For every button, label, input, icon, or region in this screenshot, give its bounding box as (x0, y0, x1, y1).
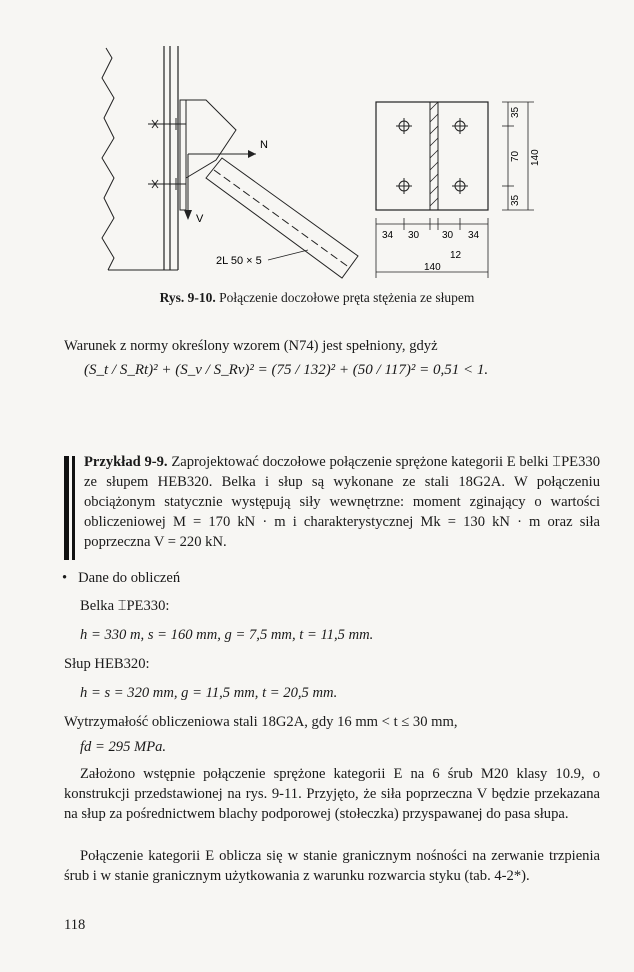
dim-right-total: 140 (530, 149, 541, 166)
force-v-label: V (196, 213, 204, 225)
example-marker-bar (64, 456, 69, 560)
paragraph-assumption: Założono wstępnie połączenie sprężone kategorii E na 6 śrub M20 klasy 10.9, o konstrukcji przedstawionej na rys. 9-11. Przyjęto, że siła poprzeczna V będzie przekazana na słup za pośrednictwem blachy podporowej (stołeczka) przyspawanej do pasa słupa. (64, 766, 600, 822)
dim-bottom-1: 34 (382, 230, 394, 241)
example-marker-bar-thin (72, 456, 75, 560)
beam-values: h = 330 m, s = 160 mm, g = 7,5 mm, t = 11,5 mm. (80, 627, 374, 643)
connection-drawing (88, 38, 568, 288)
dim-right-1: 35 (510, 106, 521, 118)
caption-text: Połączenie doczołowe pręta stężenia ze słupem (219, 290, 475, 305)
example-title: Przykład 9-9. (84, 454, 168, 470)
column-label: Słup HEB320: (64, 656, 150, 672)
paragraph-condition: Warunek z normy określony wzorem (N74) jest spełniony, gdyż (64, 338, 438, 354)
dim-bottom-weld: 12 (450, 250, 462, 261)
dim-bottom-total: 140 (424, 262, 441, 273)
bullet-input-data (62, 570, 180, 587)
column-values: h = s = 320 mm, g = 11,5 mm, t = 20,5 mm. (80, 685, 338, 701)
page-number: 118 (64, 917, 86, 933)
beam-label: Belka ⌶PE330: (80, 598, 170, 614)
angle-section-label: 2L 50 × 5 (216, 255, 262, 267)
paragraph-category-e: Połączenie kategorii E oblicza się w stanie granicznym nośności na zerwanie trzpienia śrub i w stanie granicznym użytkowania z warunku rozwarcia styku (tab. 4-2*). (64, 848, 600, 884)
figure-caption (0, 290, 634, 306)
dim-bottom-2: 30 (408, 230, 420, 241)
figure-9-10 (88, 38, 568, 288)
example-body: Zaprojektować doczołowe połączenie sprężone kategorii E belki ⌶PE330 ze słupem HEB320. Belka i słup są wykonane ze stali 18G2A. W połączeniu obciążonym statycznie występują siły wewnętrzne: moment zginający o wartości obliczeniowej M = 170 kN · m i charakterystycznej Mk = 130 kN · m oraz siła poprzeczna V = 220 kN. (84, 454, 600, 550)
bullet-dot: • (62, 570, 75, 586)
dim-right-2: 70 (510, 150, 521, 162)
design-strength: fd = 295 MPa. (80, 739, 167, 755)
dim-right-3: 35 (510, 194, 521, 206)
caption-prefix: Rys. 9-10. (159, 290, 216, 305)
dim-bottom-4: 34 (468, 230, 480, 241)
strength-line: Wytrzymałość obliczeniowa stali 18G2A, gdy 16 mm < t ≤ 30 mm, (64, 714, 458, 730)
example-text (84, 452, 600, 552)
formula-interaction: (S_t / S_Rt)² + (S_v / S_Rv)² = (75 / 132)² + (50 / 117)² = 0,51 < 1. (84, 362, 489, 378)
dim-bottom-3: 30 (442, 230, 454, 241)
bullet-text: Dane do obliczeń (78, 570, 181, 586)
force-n-label: N (260, 139, 268, 151)
